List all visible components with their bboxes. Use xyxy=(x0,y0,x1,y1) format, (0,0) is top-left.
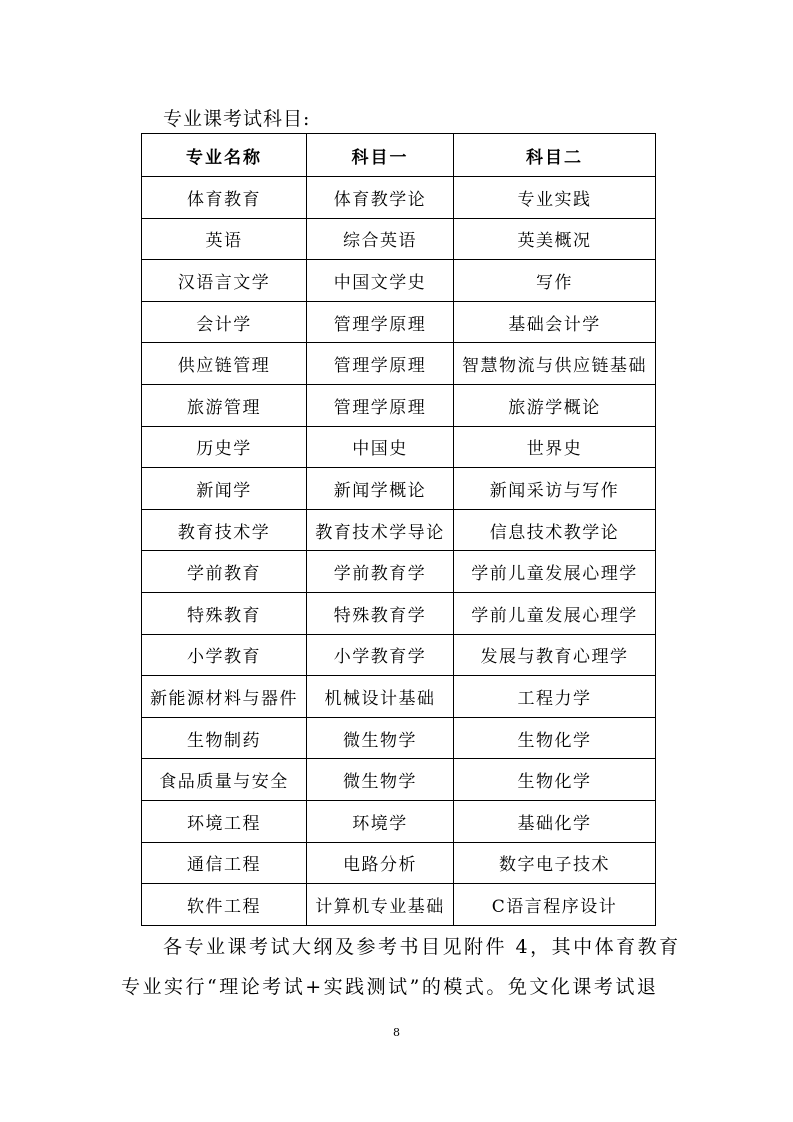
cell-subject-two: 学前儿童发展心理学 xyxy=(454,592,656,634)
table-row xyxy=(142,343,656,385)
cell-major: 旅游管理 xyxy=(142,384,307,426)
table-header-row xyxy=(142,134,656,177)
cell-major: 新能源材料与器件 xyxy=(142,676,307,718)
cell-subject-two: 生物化学 xyxy=(454,759,656,801)
table-row xyxy=(142,634,656,676)
cell-subject-two: 世界史 xyxy=(454,426,656,468)
cell-major: 英语 xyxy=(142,218,307,260)
table-row xyxy=(142,717,656,759)
cell-major: 会计学 xyxy=(142,301,307,343)
cell-major: 汉语言文学 xyxy=(142,260,307,302)
cell-subject-one: 管理学原理 xyxy=(307,384,454,426)
cell-subject-one: 新闻学概论 xyxy=(307,468,454,510)
cell-subject-one: 微生物学 xyxy=(307,717,454,759)
table-row xyxy=(142,177,656,219)
cell-subject-one: 机械设计基础 xyxy=(307,676,454,718)
cell-major: 食品质量与安全 xyxy=(142,759,307,801)
cell-subject-two: 旅游学概论 xyxy=(454,384,656,426)
cell-subject-one: 微生物学 xyxy=(307,759,454,801)
cell-subject-two: 新闻采访与写作 xyxy=(454,468,656,510)
table-row xyxy=(142,842,656,884)
cell-subject-two: 英美概况 xyxy=(454,218,656,260)
cell-major: 学前教育 xyxy=(142,551,307,593)
table-row xyxy=(142,260,656,302)
cell-subject-one: 特殊教育学 xyxy=(307,592,454,634)
cell-major: 生物制药 xyxy=(142,717,307,759)
cell-subject-two: 信息技术教学论 xyxy=(454,509,656,551)
cell-subject-one: 计算机专业基础 xyxy=(307,884,454,926)
cell-subject-two: 基础化学 xyxy=(454,800,656,842)
cell-subject-one: 管理学原理 xyxy=(307,301,454,343)
cell-subject-one: 管理学原理 xyxy=(307,343,454,385)
table-row xyxy=(142,551,656,593)
cell-subject-one: 学前教育学 xyxy=(307,551,454,593)
cell-major: 特殊教育 xyxy=(142,592,307,634)
table-row xyxy=(142,592,656,634)
cell-major: 教育技术学 xyxy=(142,509,307,551)
cell-subject-one: 教育技术学导论 xyxy=(307,509,454,551)
cell-subject-one: 环境学 xyxy=(307,800,454,842)
header-major: 专业名称 xyxy=(142,134,307,177)
cell-subject-one: 小学教育学 xyxy=(307,634,454,676)
table-row xyxy=(142,509,656,551)
cell-subject-two: C语言程序设计 xyxy=(454,884,656,926)
table-row xyxy=(142,884,656,926)
table-row xyxy=(142,301,656,343)
cell-subject-one: 综合英语 xyxy=(307,218,454,260)
table-row xyxy=(142,759,656,801)
table-row xyxy=(142,676,656,718)
cell-subject-two: 基础会计学 xyxy=(454,301,656,343)
cell-subject-two: 写作 xyxy=(454,260,656,302)
table-row xyxy=(142,384,656,426)
cell-major: 供应链管理 xyxy=(142,343,307,385)
cell-major: 环境工程 xyxy=(142,800,307,842)
subjects-table xyxy=(141,133,656,926)
body-paragraph-line-1: 各专业课考试大纲及参考书目见附件 4，其中体育教育 xyxy=(163,936,681,958)
cell-major: 通信工程 xyxy=(142,842,307,884)
cell-major: 新闻学 xyxy=(142,468,307,510)
cell-subject-two: 工程力学 xyxy=(454,676,656,718)
cell-major: 小学教育 xyxy=(142,634,307,676)
body-paragraph-line-2: 专业实行“理论考试+实践测试”的模式。免文化课考试退 xyxy=(121,976,659,998)
cell-subject-two: 专业实践 xyxy=(454,177,656,219)
cell-subject-two: 学前儿童发展心理学 xyxy=(454,551,656,593)
cell-subject-two: 发展与教育心理学 xyxy=(454,634,656,676)
cell-major: 软件工程 xyxy=(142,884,307,926)
cell-subject-one: 中国文学史 xyxy=(307,260,454,302)
page-number: 8 xyxy=(393,1026,400,1039)
header-subject-one: 科目一 xyxy=(307,134,454,177)
section-heading: 专业课考试科目: xyxy=(163,108,311,130)
cell-subject-two: 智慧物流与供应链基础 xyxy=(454,343,656,385)
cell-subject-two: 数字电子技术 xyxy=(454,842,656,884)
cell-major: 体育教育 xyxy=(142,177,307,219)
cell-subject-one: 电路分析 xyxy=(307,842,454,884)
cell-subject-one: 中国史 xyxy=(307,426,454,468)
cell-subject-one: 体育教学论 xyxy=(307,177,454,219)
table-row xyxy=(142,800,656,842)
header-subject-two: 科目二 xyxy=(454,134,656,177)
cell-major: 历史学 xyxy=(142,426,307,468)
table-row xyxy=(142,468,656,510)
table-row xyxy=(142,426,656,468)
cell-subject-two: 生物化学 xyxy=(454,717,656,759)
table-row xyxy=(142,218,656,260)
